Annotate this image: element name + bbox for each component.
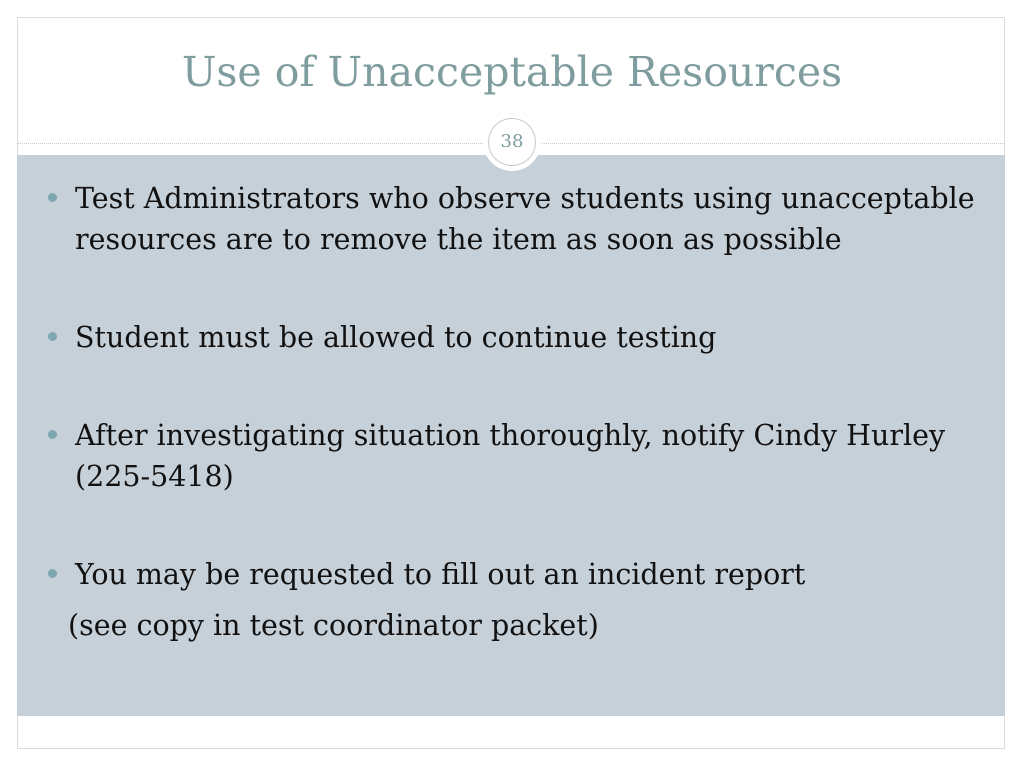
bullet-list [48,178,998,646]
bullet-item [48,317,998,358]
bullet-text: After investigating situation thoroughly, notify Cindy Hurley (225-5418) [75,419,946,493]
bullet-text: Test Administrators who observe students using unacceptable resources are to remove the item as soon as possible [75,182,975,256]
bullet-dot-icon [48,430,57,439]
slide-title: Use of Unacceptable Resources [181,48,843,96]
bullet-continuation: (see copy in test coordinator packet) [68,609,599,642]
bullet-dot-icon [48,193,57,202]
bullet-text: You may be requested to fill out an incident report [75,558,806,591]
bullet-item [48,415,998,497]
page-number: 38 [488,118,536,166]
bullet-text: Student must be allowed to continue testing [75,321,717,354]
bullet-dot-icon [48,332,57,341]
bullet-dot-icon [48,569,57,578]
bullet-item [48,178,998,260]
bullet-item [48,554,998,595]
